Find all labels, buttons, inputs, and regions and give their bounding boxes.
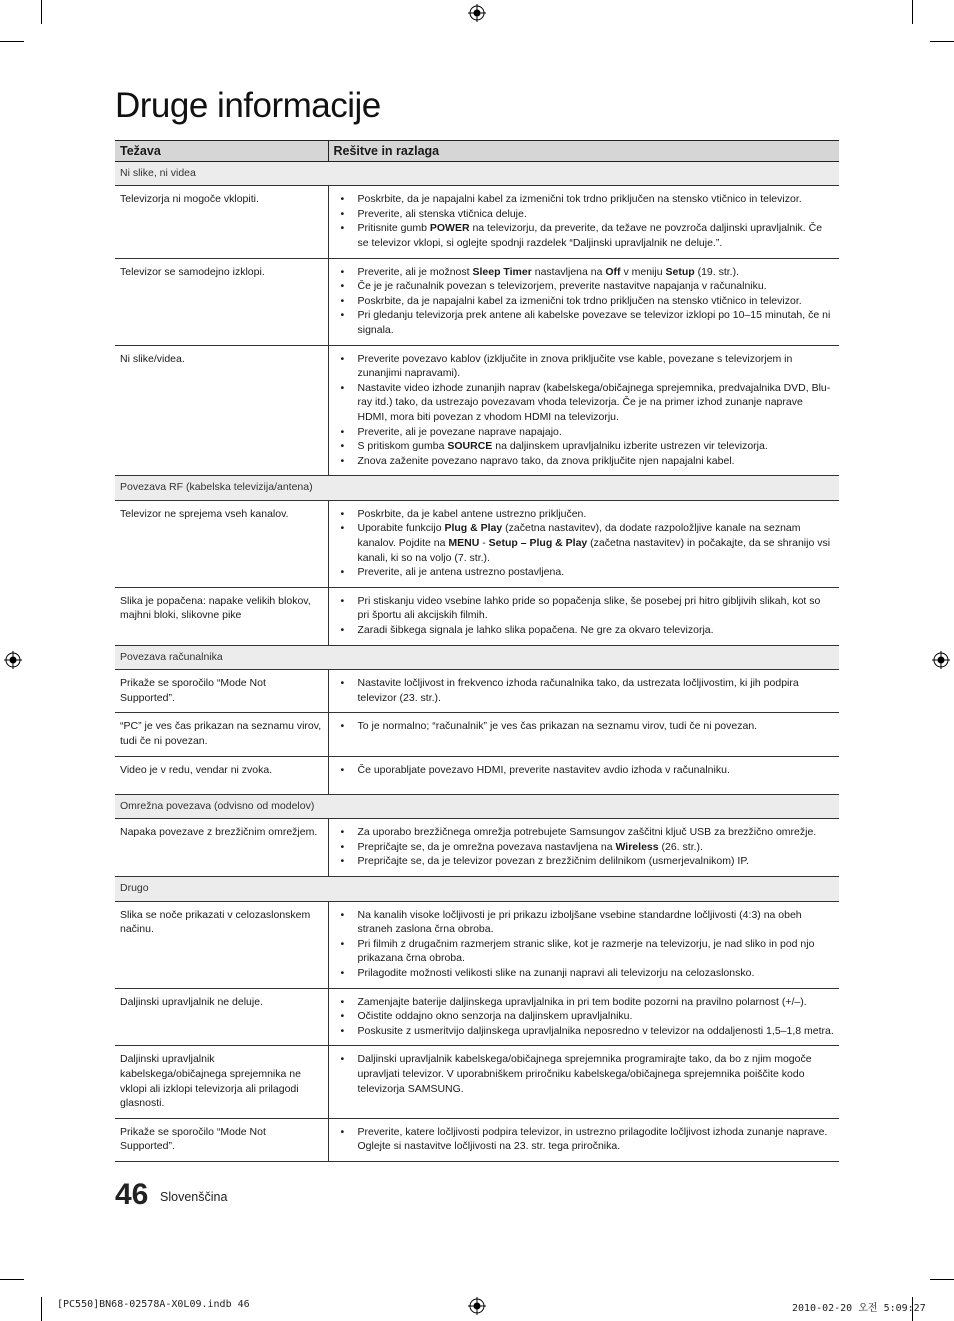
crop-mark-bottom-left-h — [0, 1279, 24, 1280]
solution-list — [334, 676, 835, 705]
section-label: Povezava RF (kabelska televizija/antena) — [115, 476, 839, 501]
troubleshooting-table — [115, 140, 839, 1162]
solution-list — [334, 825, 835, 869]
list-item: • Nastavite ločljivost in frekvenco izhoda računalnika tako, da ustrezata ločljivostim, ki jih podpira televizor (23. str.). — [334, 676, 835, 705]
table-row — [115, 988, 839, 1046]
problem-cell: Televizor ne sprejema vseh kanalov. — [115, 500, 328, 587]
problem-cell: Napaka povezave z brezžičnim omrežjem. — [115, 819, 328, 877]
list-item: • Nastavite video izhode zunanjih naprav (kabelskega/običajnega sprejemnika, predvajalnika DVD, Blu-ray itd.) tako, da ustrezajo povezavam vhoda televizorja. Če je na primer izhod zunanje naprave HDMI, mora biti povezan z vhodom HDMI na televizorju. — [334, 381, 835, 425]
solution-list — [334, 1052, 835, 1096]
table-row — [115, 258, 839, 345]
list-item: • Preverite, katere ločljivosti podpira televizor, in ustrezno prilagodite ločljivost izhoda zunanje naprave. Oglejte si nastavitve ločljivosti na 23. str. tega priročnika. — [334, 1125, 835, 1154]
solution-cell — [328, 587, 839, 645]
list-item: • Pri stiskanju video vsebine lahko pride so popačenja slike, še posebej pri hitro gibljivih slikah, kot so pri športu ali akcijskih filmih. — [334, 594, 835, 623]
table-row — [115, 713, 839, 756]
list-item: • S pritiskom gumba SOURCE na daljinskem upravljalniku izberite ustrezen vir televizorja. — [334, 439, 835, 454]
problem-cell: “PC” je ves čas prikazan na seznamu virov, tudi če ni povezan. — [115, 713, 328, 756]
footer-file-info: [PC550]BN68-02578A-X0L09.indb 46 — [57, 1299, 250, 1310]
table-row — [115, 500, 839, 587]
section-row — [115, 161, 839, 186]
crop-mark-top-right-h — [930, 41, 954, 42]
page-title: Druge informacije — [115, 86, 381, 125]
section-row — [115, 476, 839, 501]
solution-list — [334, 507, 835, 580]
crop-mark-bottom-right-h — [930, 1279, 954, 1280]
list-item: • Daljinski upravljalnik kabelskega/običajnega sprejemnika programirajte tako, da bo z njim mogoče upravljati televizor. V uporabniškem priročniku kabelskega/običajnega sprejemnika poiščite kodo televizorja SAMSUNG. — [334, 1052, 835, 1096]
list-item: • Zaradi šibkega signala je lahko slika popačena. Ne gre za okvaro televizorja. — [334, 623, 835, 638]
list-item: • Na kanalih visoke ločljivosti je pri prikazu izboljšane vsebine standardne ločljivosti (4:3) na obeh straneh zaslona črna obroba. — [334, 908, 835, 937]
column-header-problem: Težava — [115, 141, 328, 162]
problem-cell: Prikaže se sporočilo “Mode Not Supported”. — [115, 670, 328, 713]
solution-list — [334, 1125, 835, 1154]
crop-mark-top-left-h — [0, 41, 24, 42]
table-body — [115, 161, 839, 1161]
list-item: • Poskrbite, da je kabel antene ustrezno priključen. — [334, 507, 835, 522]
solution-cell — [328, 756, 839, 794]
problem-cell: Slika se noče prikazati v celozaslonskem načinu. — [115, 901, 328, 988]
problem-cell: Televizorja ni mogoče vklopiti. — [115, 186, 328, 258]
list-item: • Preverite, ali stenska vtičnica deluje. — [334, 207, 835, 222]
problem-cell: Prikaže se sporočilo “Mode Not Supported”. — [115, 1118, 328, 1161]
page-number: 46 — [115, 1178, 149, 1211]
solution-cell — [328, 988, 839, 1046]
list-item: • Če je je računalnik povezan s televizorjem, preverite nastavitve napajanja v računalniku. — [334, 279, 835, 294]
problem-cell: Slika je popačena: napake velikih blokov, majhni bloki, slikovne pike — [115, 587, 328, 645]
problem-cell: Video je v redu, vendar ni zvoka. — [115, 756, 328, 794]
solution-cell — [328, 258, 839, 345]
table-row — [115, 1118, 839, 1161]
list-item: • Znova zaženite povezano napravo tako, da znova priključite njen napajalni kabel. — [334, 454, 835, 469]
table-row — [115, 1046, 839, 1118]
list-item: • Poskrbite, da je napajalni kabel za izmenični tok trdno priključen na stensko vtičnico in televizor. — [334, 294, 835, 309]
registration-mark-icon — [932, 651, 950, 669]
solution-list — [334, 995, 835, 1039]
table-row — [115, 901, 839, 988]
list-item: • Pritisnite gumb POWER na televizorju, da preverite, da težave ne povzroča daljinski upravljalnik. Če se televizor vklopi, si oglejte spodnji razdelek “Daljinski upravljalnik ne deluje.”. — [334, 221, 835, 250]
solution-cell — [328, 901, 839, 988]
table-header-row — [115, 141, 839, 162]
solution-cell — [328, 713, 839, 756]
list-item: • Pri gledanju televizorja prek antene ali kabelske povezave se televizor izklopi po 10–15 minutah, če ni signala. — [334, 308, 835, 337]
list-item: • Preverite, ali je povezane naprave napajajo. — [334, 425, 835, 440]
section-label: Omrežna povezava (odvisno od modelov) — [115, 794, 839, 819]
table-row — [115, 819, 839, 877]
column-header-solutions: Rešitve in razlaga — [328, 141, 839, 162]
solution-list — [334, 192, 835, 250]
registration-mark-icon — [4, 651, 22, 669]
section-label: Drugo — [115, 876, 839, 901]
solution-cell — [328, 1046, 839, 1118]
problem-cell: Daljinski upravljalnik ne deluje. — [115, 988, 328, 1046]
solution-list — [334, 763, 835, 778]
list-item: • To je normalno; “računalnik” je ves čas prikazan na seznamu virov, tudi če ni povezan. — [334, 719, 835, 734]
solution-cell — [328, 1118, 839, 1161]
crop-mark-top-right-v — [912, 0, 913, 24]
list-item: • Očistite oddajno okno senzorja na daljinskem upravljalniku. — [334, 1009, 835, 1024]
list-item: • Pri filmih z drugačnim razmerjem stranic slike, kot je razmerje na televizorju, je nad sliko in pod njo prikazana črna obroba. — [334, 937, 835, 966]
footer-date: 2010-02-20 오전 5:09:27 — [792, 1303, 926, 1314]
solution-cell — [328, 670, 839, 713]
section-label: Povezava računalnika — [115, 645, 839, 670]
crop-mark-top-left-v — [41, 0, 42, 24]
solution-cell — [328, 186, 839, 258]
section-label: Ni slike, ni videa — [115, 161, 839, 186]
list-item: • Prilagodite možnosti velikosti slike na zunanji napravi ali televizorju na celozaslonsko. — [334, 966, 835, 981]
list-item: • Poskrbite, da je napajalni kabel za izmenični tok trdno priključen na stensko vtičnico in televizor. — [334, 192, 835, 207]
list-item: • Za uporabo brezžičnega omrežja potrebujete Samsungov zaščitni ključ USB za brezžično omrežje. — [334, 825, 835, 840]
list-item: • Preverite, ali je možnost Sleep Timer nastavljena na Off v meniju Setup (19. str.). — [334, 265, 835, 280]
list-item: • Zamenjajte baterije daljinskega upravljalnika in pri tem bodite pozorni na pravilno polarnost (+/–). — [334, 995, 835, 1010]
table-row — [115, 587, 839, 645]
registration-mark-icon — [468, 4, 486, 22]
registration-mark-icon — [468, 1297, 486, 1315]
solution-list — [334, 908, 835, 981]
solution-list — [334, 719, 835, 734]
solution-list — [334, 352, 835, 469]
list-item: • Poskusite z usmeritvijo daljinskega upravljalnika neposredno v televizor na oddaljenosti 1,5–1,8 metra. — [334, 1024, 835, 1039]
problem-cell: Daljinski upravljalnik kabelskega/običajnega sprejemnika ne vklopi ali izklopi televizorja ali prilagodi glasnosti. — [115, 1046, 328, 1118]
list-item: • Uporabite funkcijo Plug & Play (začetna nastavitev), da dodate razpoložljive kanale na seznam kanalov. Pojdite na MENU - Setup – Plug & Play (začetna nastavitev) in počakajte, da se shranijo vsi kanali, ki so na voljo (7. str.). — [334, 521, 835, 565]
crop-mark-bottom-left-v — [41, 1297, 42, 1321]
section-row — [115, 794, 839, 819]
list-item: • Prepričajte se, da je omrežna povezava nastavljena na Wireless (26. str.). — [334, 840, 835, 855]
list-item: • Preverite povezavo kablov (izključite in znova priključite vse kable, povezane s televizorjem in zunanjimi napravami). — [334, 352, 835, 381]
table-row — [115, 670, 839, 713]
table-row — [115, 756, 839, 794]
problem-cell: Ni slike/videa. — [115, 345, 328, 476]
list-item: • Preverite, ali je antena ustrezno postavljena. — [334, 565, 835, 580]
solution-cell — [328, 819, 839, 877]
page-language: Slovenščina — [160, 1190, 228, 1204]
table-row — [115, 186, 839, 258]
solution-list — [334, 594, 835, 638]
section-row — [115, 645, 839, 670]
solution-list — [334, 265, 835, 338]
list-item: • Če uporabljate povezavo HDMI, preverite nastavitev avdio izhoda v računalniku. — [334, 763, 835, 778]
solution-cell — [328, 500, 839, 587]
solution-cell — [328, 345, 839, 476]
section-row — [115, 876, 839, 901]
list-item: • Prepričajte se, da je televizor povezan z brezžičnim delilnikom (usmerjevalnikom) IP. — [334, 854, 835, 869]
problem-cell: Televizor se samodejno izklopi. — [115, 258, 328, 345]
table-row — [115, 345, 839, 476]
